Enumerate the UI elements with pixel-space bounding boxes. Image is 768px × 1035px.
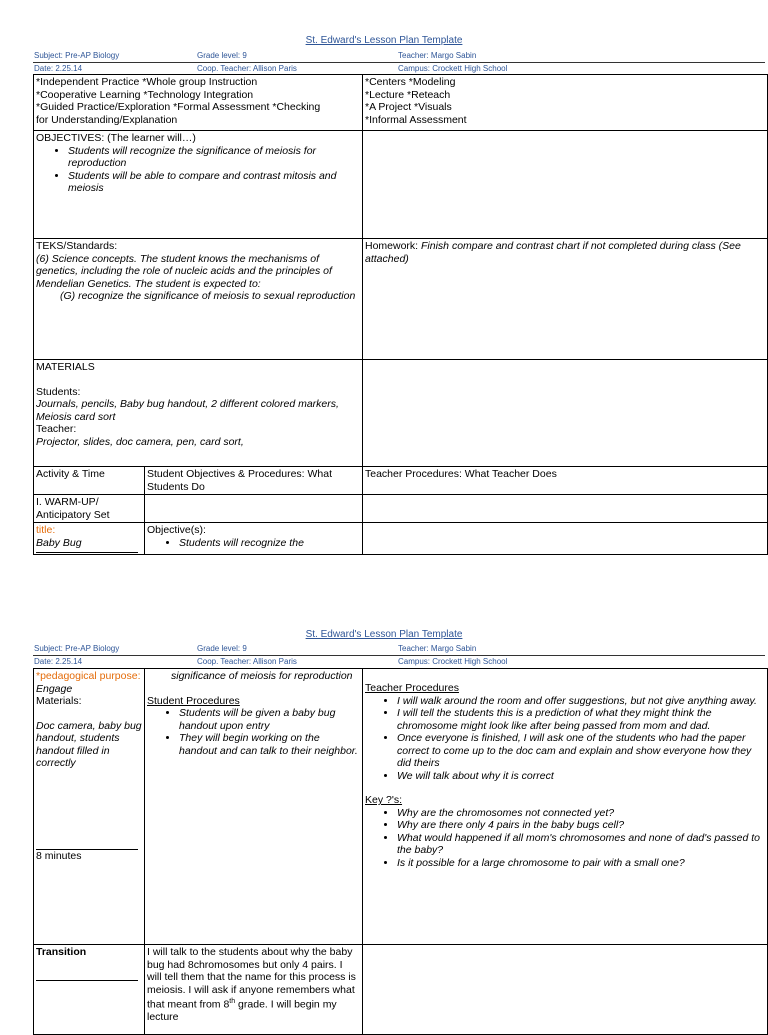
student-procedures-cell [145,669,363,945]
subject-field: Subject: Pre-AP Biology [34,644,120,653]
homework-label: Homework: [365,240,422,252]
key-question-item: • What would happened if all mom's chromosomes and none of dad's passed to the baby? [397,832,765,857]
time-value: 8 minutes [36,849,82,862]
objective-cell [145,523,363,555]
title-cell [34,523,145,555]
teacher-procedure-item: • We will talk about why it is correct [397,770,765,783]
blank-cell [363,360,768,467]
student-procedure-item: • They will begin working on the handout and can talk to their neighbor. [179,732,360,757]
objective-label: Objective(s): [147,524,206,536]
blank-cell [363,131,768,239]
date-field: Date: 2.25.14 [34,657,83,666]
grade-field: Grade level: 9 [197,644,247,653]
teacher-label: Teacher: [36,423,77,435]
key-question-item: • Why are the chromosomes not connected yet? [397,807,765,820]
objective-item: • Students will be able to compare and contrast mitosis and meiosis [68,170,360,195]
materials-cell [34,360,363,467]
teks-sub: (G) recognize the significance of meiosis to sexual reproduction [60,290,356,302]
blank-cell [145,495,363,523]
students-materials: Journals, pencils, Baby bug handout, 2 different colored markers, Meiosis card sort [36,398,339,423]
coop-teacher-field: Coop. Teacher: Allison Paris [197,64,297,73]
materials-text: Doc camera, baby bug handout, students handout filled in correctly [36,719,142,769]
teacher-procedure-item: • I will walk around the room and offer suggestions, but not give anything away. [397,695,765,708]
homework-cell [363,239,768,360]
teacher-procedures-header: Teacher Procedures: What Teacher Does [363,467,768,495]
teacher-procedures-heading: Teacher Procedures [365,682,459,694]
student-procedures-heading: Student Procedures [147,694,240,707]
lesson-plan-table [33,74,768,555]
teks-body: (6) Science concepts. The student knows the mechanisms of genetics, including the role of nucleic acids and the principles of Mendelian Genetics. The student is expected to: [36,252,332,290]
date-field: Date: 2.25.14 [34,64,83,73]
blank-cell [363,495,768,523]
objective-continued: significance of meiosis for reproduction [171,670,353,682]
purpose-label: *pedagogical purpose: [36,670,141,682]
campus-field: Campus: Crockett High School [398,64,508,73]
lesson-plan-table [33,668,768,1035]
teks-cell [34,239,363,360]
teacher-procedure-item: • Once everyone is finished, I will ask one of the students who had the paper correct to come up to the doc cam and explain and show everyone how they did theirs [397,732,765,770]
objective-item: • Students will recognize the significance of meiosis for reproduction [68,145,360,170]
students-label: Students: [36,385,81,398]
title-label: title: [36,524,56,536]
page-title: St. Edward's Lesson Plan Template [305,35,463,46]
transition-text-cell: I will talk to the students about why the baby bug had 8chromosomes but only 4 pairs. I will tell them that the name for this process is meiosis. I will ask if anyone remembers what that meant from 8th grade. I will begin my lecture [145,945,363,1035]
student-objectives-header: Student Objectives & Procedures: What Students Do [145,467,363,495]
transition-label: Transition [36,946,87,958]
key-questions-heading: Key ?'s: [365,794,403,806]
warmup-cell: I. WARM-UP/ Anticipatory Set [34,495,145,523]
key-question-item: • Why are there only 4 pairs in the baby bugs cell? [397,819,765,832]
campus-field: Campus: Crockett High School [398,657,508,666]
engage-label: Engage [36,682,73,695]
objective-item: • Students will recognize the [179,537,360,550]
activity-time-header: Activity & Time [34,467,145,495]
purpose-cell [34,669,145,945]
teacher-procedures-cell [363,669,768,945]
methods-right-cell: *Centers *Modeling *Lecture *Reteach *A Project *Visuals *Informal Assessment [363,75,768,131]
methods-left-cell: *Independent Practice *Whole group Instruction *Cooperative Learning *Technology Integration *Guided Practice/Exploration *Formal Assessment *Checking for Understanding/Explanation [34,75,363,131]
student-procedure-item: • Students will be given a baby bug handout upon entry [179,707,360,732]
coop-teacher-field: Coop. Teacher: Allison Paris [197,657,297,666]
teacher-field: Teacher: Margo Sabin [398,644,477,653]
teks-heading: TEKS/Standards: [36,240,118,252]
grade-field: Grade level: 9 [197,51,247,60]
transition-text: I will talk to the students about why the baby bug had 8chromosomes but only 4 pairs. I will tell them that the name for this process is meiosis. I will ask if anyone remembers what that meant from 8 [147,946,356,1011]
materials-heading: MATERIALS [36,361,95,373]
objectives-cell [34,131,363,239]
teacher-materials: Projector, slides, doc camera, pen, card sort, [36,435,244,448]
blank-cell [363,523,768,555]
teacher-procedure-item: • I will tell the students this is a prediction of what they might think the chromosome might look like after being passed from mom and dad. [397,707,765,732]
subject-field: Subject: Pre-AP Biology [34,51,120,60]
teacher-field: Teacher: Margo Sabin [398,51,477,60]
transition-cell [34,945,145,1035]
page-title: St. Edward's Lesson Plan Template [305,629,463,640]
blank-cell [363,945,768,1035]
homework-text: Finish compare and contrast chart if not completed during class (See attached) [365,240,741,265]
lesson-plan-page-2 [0,625,768,1024]
materials-label: Materials: [36,695,82,707]
title-value: Baby Bug [36,536,82,549]
objectives-heading: OBJECTIVES: (The learner will…) [36,132,196,144]
key-question-item: • Is it possible for a large chromosome to pair with a small one? [397,857,765,870]
